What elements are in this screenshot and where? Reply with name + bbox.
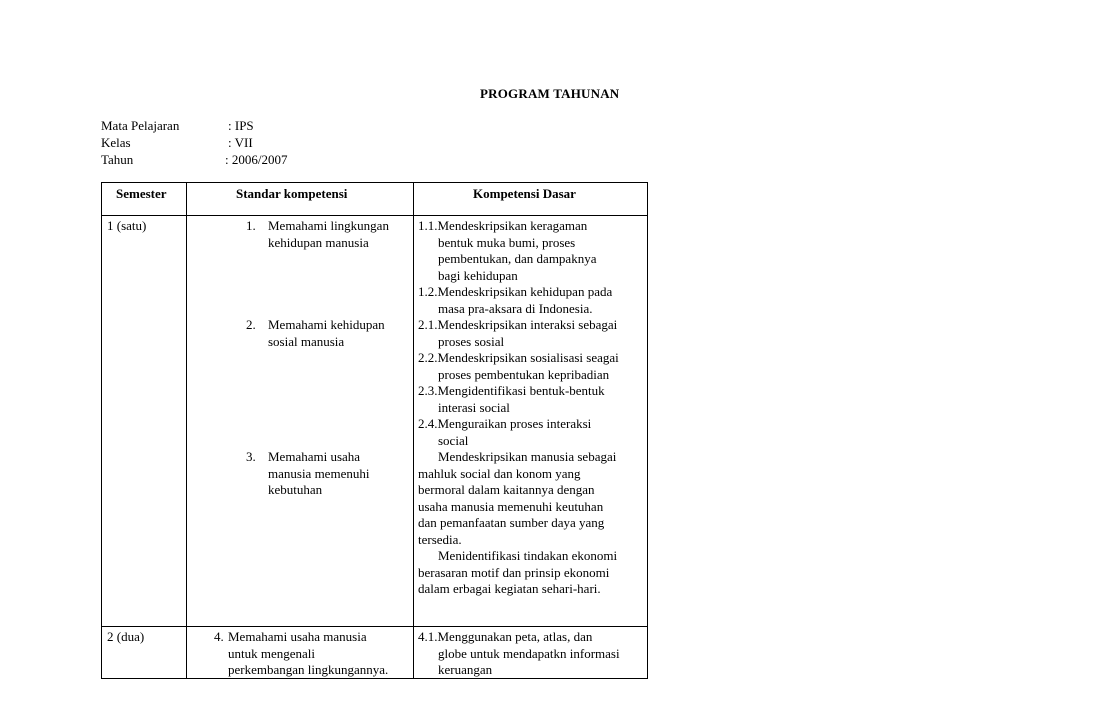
kd-para-line: berasaran motif dan prinsip ekonomi xyxy=(418,564,610,580)
kd-line: proses pembentukan kepribadian xyxy=(438,366,610,382)
table-border-right xyxy=(647,182,648,679)
meta-value: : IPS xyxy=(228,118,254,133)
sk-line: kehidupan manusia xyxy=(268,234,369,250)
header-divider xyxy=(101,215,648,216)
meta-value: : VII xyxy=(228,135,253,150)
kd-item: 1.1.Mendeskripsikan keragaman xyxy=(418,218,588,233)
kd-para-line: usaha manusia memenuhi keutuhan xyxy=(418,498,604,514)
kd-item: 1.2.Mendeskripsikan kehidupan pada xyxy=(418,284,613,299)
kd-line: bentuk muka bumi, proses xyxy=(438,234,576,250)
row-divider xyxy=(101,626,648,627)
sk-line: untuk mengenali xyxy=(228,645,316,661)
meta-label: Kelas xyxy=(101,135,131,150)
kd-line: keruangan xyxy=(438,662,493,677)
sk-text xyxy=(268,449,369,499)
kd-item: 2.1.Mendeskripsikan interaksi sebagai xyxy=(418,317,618,332)
kd-para-line: bermoral dalam kaitannya dengan xyxy=(418,482,595,497)
sk-number: 4. xyxy=(214,629,224,644)
kd-item: 2.2.Mendeskripsikan sosialisasi seagai xyxy=(418,350,619,365)
header-kompetensi-dasar: Kompetensi Dasar xyxy=(473,186,576,201)
sk-number: 2. xyxy=(246,317,256,332)
sk-line: sosial manusia xyxy=(268,333,345,349)
sk-number: 1. xyxy=(246,218,256,233)
kd-list xyxy=(418,218,619,449)
kd-paragraph xyxy=(418,449,617,598)
column-divider xyxy=(413,182,414,679)
kd-para-line: tersedia. xyxy=(418,531,462,547)
table-border-left xyxy=(101,182,102,679)
sk-line: perkembangan lingkungannya. xyxy=(228,662,389,677)
kd-line: interasi social xyxy=(438,399,510,415)
kd-line: social xyxy=(438,432,469,448)
semester-cell: 2 (dua) xyxy=(107,629,145,644)
meta-label: Mata Pelajaran xyxy=(101,118,180,133)
kd-list xyxy=(418,629,620,679)
sk-line: Memahami kehidupan xyxy=(268,317,385,332)
semester-cell: 1 (satu) xyxy=(107,218,147,233)
sk-line: Memahami usaha manusia xyxy=(228,629,367,644)
meta-label: Tahun xyxy=(101,152,134,167)
header-semester: Semester xyxy=(116,186,167,201)
kd-line: masa pra-aksara di Indonesia. xyxy=(438,300,593,316)
sk-text xyxy=(228,629,388,679)
column-divider xyxy=(186,182,187,679)
kd-para-line: mahluk social dan konom yang xyxy=(418,465,581,481)
kd-para-line: dalam erbagai kegiatan sehari-hari. xyxy=(418,581,601,596)
sk-line: manusia memenuhi xyxy=(268,465,370,481)
kd-para-line: dan pemanfaatan sumber daya yang xyxy=(418,515,605,530)
header-standar-kompetensi: Standar kompetensi xyxy=(236,186,348,201)
kd-line: pembentukan, dan dampaknya xyxy=(438,251,597,266)
kd-item: 4.1.Menggunakan peta, atlas, dan xyxy=(418,629,593,644)
sk-line: kebutuhan xyxy=(268,482,323,497)
kd-line: bagi kehidupan xyxy=(438,267,518,283)
sk-line: Memahami lingkungan xyxy=(268,218,389,233)
table-border-top xyxy=(101,182,648,183)
program-table xyxy=(101,182,648,679)
meta-value: : 2006/2007 xyxy=(225,152,288,167)
sk-text xyxy=(268,317,385,350)
kd-para-line: Mendeskripsikan manusia sebagai xyxy=(438,449,617,464)
kd-line: globe untuk mendapatkn informasi xyxy=(438,645,620,661)
document-title: PROGRAM TAHUNAN xyxy=(480,86,620,101)
sk-number: 3. xyxy=(246,449,256,464)
sk-text xyxy=(268,218,389,251)
kd-item: 2.4.Menguraikan proses interaksi xyxy=(418,416,592,431)
sk-line: Memahami usaha xyxy=(268,449,361,464)
kd-item: 2.3.Mengidentifikasi bentuk-bentuk xyxy=(418,383,605,398)
kd-line: proses sosial xyxy=(438,333,505,349)
kd-para-line: Menidentifikasi tindakan ekonomi xyxy=(438,548,618,563)
